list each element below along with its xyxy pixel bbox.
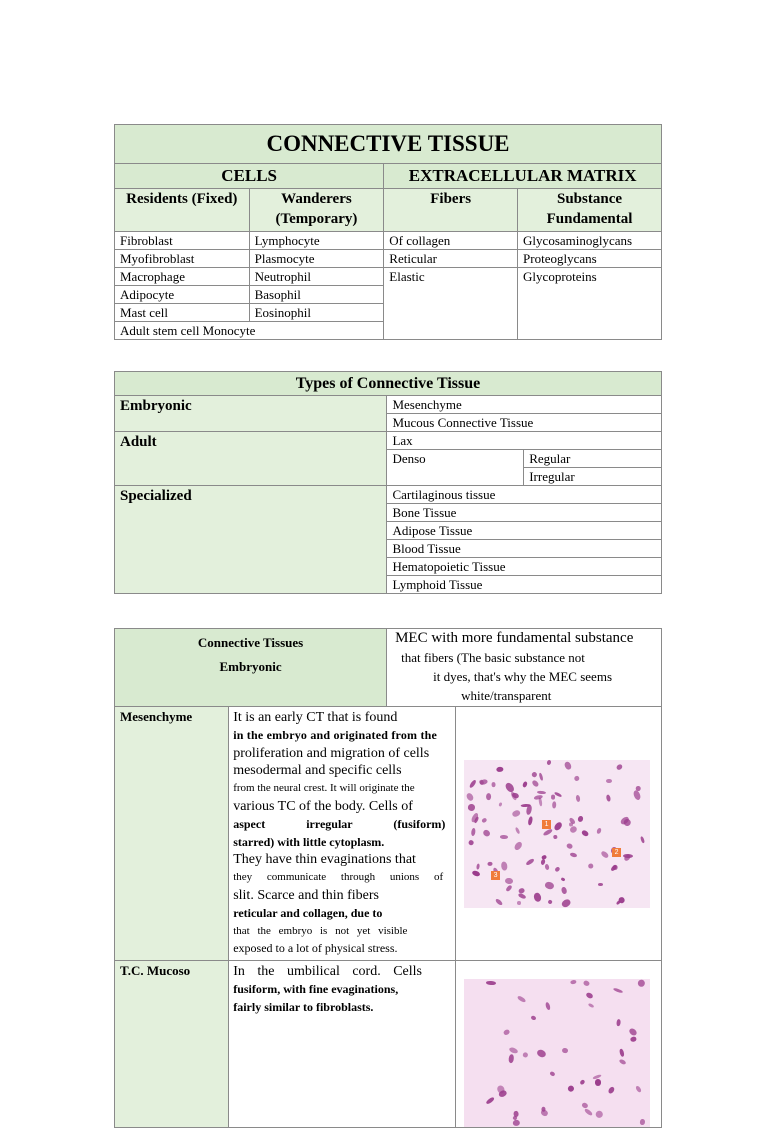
table-title: Types of Connective Tissue xyxy=(115,372,662,396)
cell-nucleus xyxy=(505,877,514,884)
category-adult: Adult xyxy=(115,432,387,486)
mucoso-image-cell xyxy=(456,961,662,1128)
cell-nucleus xyxy=(616,763,624,770)
cell-nucleus xyxy=(552,795,556,800)
cell-nucleus xyxy=(531,772,538,779)
cell-nucleus xyxy=(471,828,476,837)
cell-nucleus xyxy=(486,793,491,800)
label-1-icon: 1 xyxy=(542,820,551,829)
cell-nucleus xyxy=(617,1019,621,1027)
table-cell: Reticular xyxy=(384,250,518,268)
table-cell: Glycoproteins xyxy=(518,268,662,340)
cell-nucleus xyxy=(628,1027,638,1037)
row-mucoso: T.C. Mucoso xyxy=(115,961,229,1128)
cell-nucleus xyxy=(605,794,610,802)
table-cell: Lymphoid Tissue xyxy=(387,576,662,594)
table-cell: Regular xyxy=(524,450,662,468)
cell-nucleus xyxy=(508,1046,519,1054)
table-cell: Blood Tissue xyxy=(387,540,662,558)
table-cell: Glycosaminoglycans xyxy=(518,232,662,250)
cell-nucleus xyxy=(505,884,513,892)
cell-nucleus xyxy=(564,761,573,771)
table-cell: Adipose Tissue xyxy=(387,522,662,540)
mesenchyme-description: It is an early CT that is found in the embryo and originated from the proliferation and migration of cells mesodermal and specific cells from the neural crest. It will originate the various TC of the body. Cells of aspect irregular (fusiform) starred) with little cytoplasm. They have thin evaginations that they communicate through unions of slit. Scarce and thin fibers reticular and collagen, due to that the embryo is not yet visible exposed to a lot of physical stress. xyxy=(229,707,456,961)
cell-nucleus xyxy=(538,797,543,806)
cell-nucleus xyxy=(629,1036,636,1042)
cell-nucleus xyxy=(546,760,551,766)
table-cell: Eosinophil xyxy=(249,304,384,322)
cell-nucleus xyxy=(554,820,564,830)
cell-nucleus xyxy=(469,779,478,789)
table-cell: Elastic xyxy=(384,268,518,340)
category-specialized: Specialized xyxy=(115,486,387,594)
cell-nucleus xyxy=(620,1048,626,1057)
cell-nucleus xyxy=(566,843,574,850)
cell-nucleus xyxy=(569,852,577,858)
table-cell: Macrophage xyxy=(115,268,250,286)
cell-nucleus xyxy=(639,1118,644,1124)
table-cell: Lymphocyte xyxy=(249,232,384,250)
substance-header: Substance Fundamental xyxy=(518,189,662,232)
cell-nucleus xyxy=(606,779,611,783)
cell-nucleus xyxy=(528,816,533,826)
cell-nucleus xyxy=(531,779,539,787)
cell-nucleus xyxy=(570,979,577,984)
mesenchyme-micrograph xyxy=(464,760,650,908)
mesenchyme-image-cell xyxy=(456,707,662,961)
table-cell: Fibroblast xyxy=(115,232,250,250)
table-cell: Cartilaginous tissue xyxy=(387,486,662,504)
cell-nucleus xyxy=(538,773,543,781)
cell-nucleus xyxy=(549,1071,556,1077)
cell-nucleus xyxy=(476,863,480,869)
cell-nucleus xyxy=(638,980,645,988)
embryonic-tissues-table xyxy=(114,628,662,1128)
cell-nucleus xyxy=(632,789,641,800)
cell-nucleus xyxy=(587,864,593,869)
cell-nucleus xyxy=(560,877,565,882)
cell-nucleus xyxy=(513,1119,520,1125)
cell-nucleus xyxy=(576,795,581,802)
mucous-micrograph xyxy=(464,979,650,1127)
cell-nucleus xyxy=(562,887,568,895)
cell-nucleus xyxy=(498,802,502,807)
cell-nucleus xyxy=(516,995,526,1003)
cell-nucleus xyxy=(608,1086,616,1094)
cell-nucleus xyxy=(574,776,580,782)
fibers-header: Fibers xyxy=(384,189,518,232)
table-cell: Bone Tissue xyxy=(387,504,662,522)
cell-nucleus xyxy=(596,828,602,835)
cell-nucleus xyxy=(612,987,622,993)
table-cell: Of collagen xyxy=(384,232,518,250)
table-cell: Mesenchyme xyxy=(387,396,662,414)
cell-nucleus xyxy=(552,802,556,809)
cell-nucleus xyxy=(583,1107,592,1116)
label-3-icon: 3 xyxy=(491,871,500,880)
connective-tissue-table xyxy=(114,124,662,340)
cell-nucleus xyxy=(482,817,488,823)
cell-nucleus xyxy=(471,870,480,878)
table-cell: Lax xyxy=(387,432,662,450)
category-embryonic: Embryonic xyxy=(115,396,387,432)
cell-nucleus xyxy=(485,1097,494,1105)
cell-nucleus xyxy=(583,979,591,986)
table-title: CONNECTIVE TISSUE xyxy=(115,125,662,164)
cell-nucleus xyxy=(517,901,521,905)
cell-nucleus xyxy=(600,850,609,858)
cell-nucleus xyxy=(562,1048,568,1054)
section-header: Connective Tissues Embryonic xyxy=(115,629,387,707)
cell-nucleus xyxy=(595,1079,601,1085)
cell-nucleus xyxy=(544,881,554,890)
cell-nucleus xyxy=(541,854,547,860)
cell-nucleus xyxy=(522,781,528,788)
label-2-icon: 2 xyxy=(612,848,621,857)
cell-nucleus xyxy=(500,834,508,838)
cell-nucleus xyxy=(582,830,590,837)
cell-nucleus xyxy=(482,829,491,838)
table-cell: Neutrophil xyxy=(249,268,384,286)
table-cell: Mucous Connective Tissue xyxy=(387,414,662,432)
cell-nucleus xyxy=(598,883,603,886)
cell-nucleus xyxy=(567,1085,575,1093)
cell-nucleus xyxy=(494,897,503,905)
cell-nucleus xyxy=(536,1049,547,1059)
cell-nucleus xyxy=(640,836,645,843)
cell-nucleus xyxy=(509,1054,515,1063)
wanderers-header: Wanderers (Temporary) xyxy=(249,189,384,232)
cell-nucleus xyxy=(492,782,496,788)
cell-nucleus xyxy=(619,1059,628,1066)
cell-nucleus xyxy=(587,1003,594,1009)
cell-nucleus xyxy=(513,840,523,850)
cell-nucleus xyxy=(577,815,584,822)
cell-nucleus xyxy=(466,792,475,802)
ecm-header: EXTRACELLULAR MATRIX xyxy=(384,164,662,189)
cell-nucleus xyxy=(496,766,504,772)
cell-nucleus xyxy=(595,1110,604,1119)
cell-nucleus xyxy=(525,805,532,816)
cell-nucleus xyxy=(585,991,593,999)
mec-note: MEC with more fundamental substance that fibers (The basic substance not it dyes, that's why the MEC seems white/transparent xyxy=(387,629,662,707)
cell-nucleus xyxy=(486,981,496,985)
cell-nucleus xyxy=(547,899,553,905)
cell-nucleus xyxy=(635,1085,642,1093)
cell-nucleus xyxy=(515,827,521,835)
row-mesenchyme: Mesenchyme xyxy=(115,707,229,961)
cells-header: CELLS xyxy=(115,164,384,189)
table-cell: Hematopoietic Tissue xyxy=(387,558,662,576)
cell-nucleus xyxy=(613,865,618,870)
table-cell: Adult stem cell Monocyte xyxy=(115,322,384,340)
cell-nucleus xyxy=(579,1079,585,1085)
residents-header: Residents (Fixed) xyxy=(115,189,250,232)
cell-nucleus xyxy=(479,779,488,785)
cell-nucleus xyxy=(467,803,476,811)
cell-nucleus xyxy=(498,1090,507,1098)
cell-nucleus xyxy=(488,862,493,866)
table-cell: Mast cell xyxy=(115,304,250,322)
types-table xyxy=(114,371,662,594)
table-cell: Myofibroblast xyxy=(115,250,250,268)
mucoso-description: In the umbilical cord. Cells fusiform, with fine evaginations, fairly similar to fibroblasts. xyxy=(229,961,456,1128)
cell-nucleus xyxy=(542,828,553,837)
cell-nucleus xyxy=(533,892,542,903)
cell-nucleus xyxy=(468,839,475,846)
table-cell: Proteoglycans xyxy=(518,250,662,268)
table-cell: Adipocyte xyxy=(115,286,250,304)
cell-nucleus xyxy=(513,1111,518,1117)
cell-nucleus xyxy=(554,866,560,872)
cell-nucleus xyxy=(530,1015,537,1021)
table-cell: Basophil xyxy=(249,286,384,304)
cell-nucleus xyxy=(553,835,558,840)
cell-nucleus xyxy=(561,898,572,907)
cell-nucleus xyxy=(526,857,535,865)
cell-nucleus xyxy=(512,809,522,817)
cell-nucleus xyxy=(522,1051,528,1057)
cell-nucleus xyxy=(517,893,526,900)
table-cell: Denso xyxy=(387,450,524,486)
cell-nucleus xyxy=(545,1001,551,1010)
cell-nucleus xyxy=(503,1028,511,1035)
table-cell: Irregular xyxy=(524,468,662,486)
table-cell: Plasmocyte xyxy=(249,250,384,268)
cell-nucleus xyxy=(501,861,508,870)
cell-nucleus xyxy=(545,864,550,871)
